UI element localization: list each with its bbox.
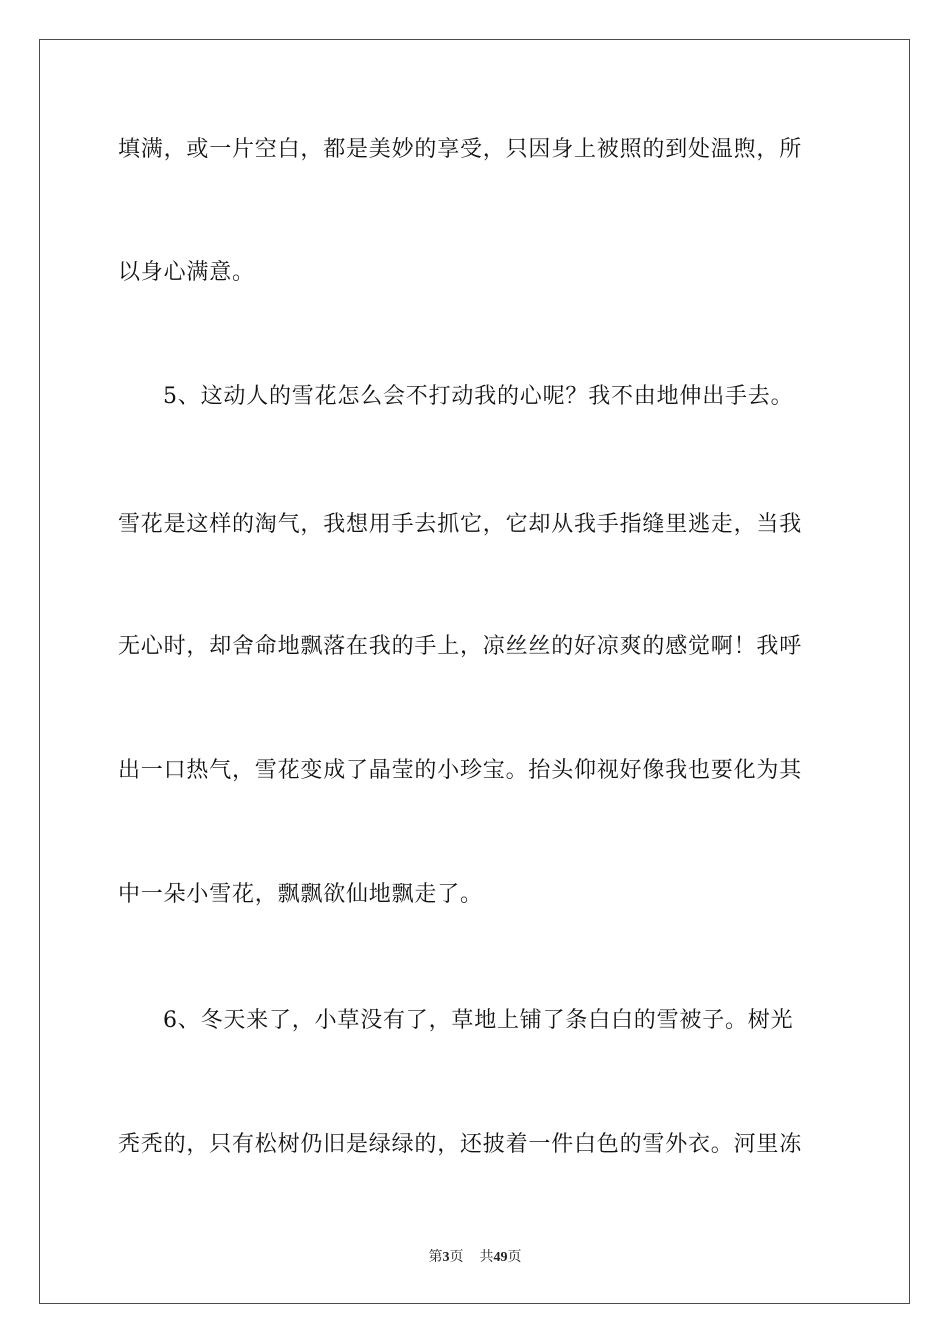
text-line-6: 出一口热气，雪花变成了晶莹的小珍宝。抬头仰视好像我也要化为其 xyxy=(118,758,803,783)
text-line-8: 6、冬天来了，小草没有了，草地上铺了条白白的雪被子。树光 xyxy=(163,1008,794,1033)
text-line-4: 雪花是这样的淘气，我想用手去抓它，它却从我手指缝里逃走，当我 xyxy=(118,512,803,537)
text-line-5: 无心时，却舍命地飘落在我的手上，凉丝丝的好凉爽的感觉啊！我呼 xyxy=(118,634,803,659)
footer-page-suffix: 页 xyxy=(449,1250,464,1265)
text-line-3: 5、这动人的雪花怎么会不打动我的心呢？我不由地伸出手去。 xyxy=(163,384,794,409)
text-line-7: 中一朵小雪花，飘飘欲仙地飘走了。 xyxy=(118,882,483,907)
footer-total-suffix: 页 xyxy=(507,1250,522,1265)
footer-page-number: 3 xyxy=(442,1250,450,1265)
footer-total-pages: 49 xyxy=(493,1250,508,1265)
footer-page-prefix: 第 xyxy=(428,1250,443,1265)
text-line-2: 以身心满意。 xyxy=(118,260,255,285)
page-border xyxy=(39,39,910,1304)
text-line-1: 填满，或一片空白，都是美妙的享受，只因身上被照的到处温煦，所 xyxy=(118,137,803,162)
footer-total-prefix: 共 xyxy=(479,1250,494,1265)
page-footer xyxy=(0,1246,950,1266)
text-line-9: 秃秃的，只有松树仍旧是绿绿的，还披着一件白色的雪外衣。河里冻 xyxy=(118,1132,803,1157)
